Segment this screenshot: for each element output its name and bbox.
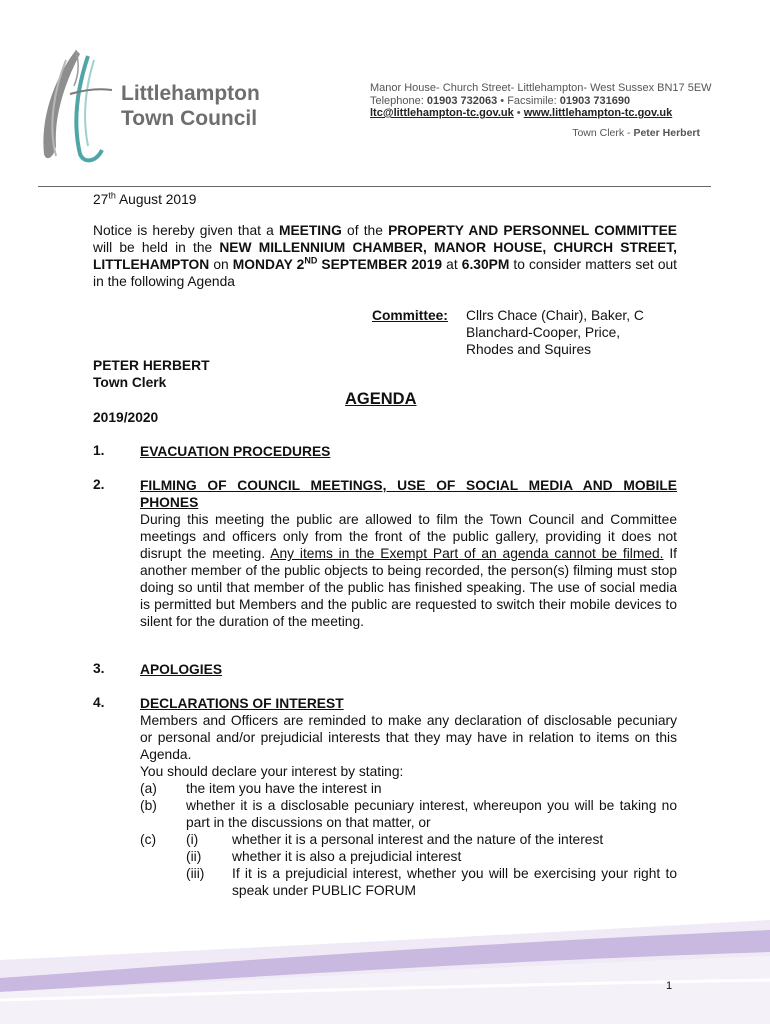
item-text-declarations: Members and Officers are reminded to make any declaration of disclosable pecuniary or personal and/or prejudicial interests that they may have in relation to items on this Agenda. bbox=[140, 713, 677, 762]
notice-text: at bbox=[442, 257, 462, 272]
telephone-label: Telephone: bbox=[370, 95, 427, 107]
notice-meeting: MEETING bbox=[278, 223, 342, 238]
meeting-month: SEPTEMBER 2019 bbox=[317, 257, 443, 272]
notice-paragraph bbox=[93, 222, 677, 290]
filming-exempt-note: Any items in the Exempt Part of an agenda cannot be filmed. bbox=[270, 546, 664, 561]
clerk-label: Town Clerk - bbox=[572, 127, 634, 139]
date-rest: August 2019 bbox=[115, 192, 197, 207]
header-divider bbox=[38, 186, 711, 187]
agenda-title: AGENDA bbox=[345, 390, 417, 408]
committee-members-line2: Blanchard-Cooper, Price, bbox=[466, 325, 621, 340]
item-heading-evacuation: EVACUATION PROCEDURES bbox=[140, 444, 331, 459]
date-suffix: th bbox=[108, 190, 116, 201]
list-label: (b) bbox=[140, 798, 157, 813]
notice-text: to consider matters set out in the following Agenda bbox=[93, 257, 677, 289]
contact-links bbox=[370, 107, 672, 120]
signoff-name: PETER HERBERT bbox=[93, 358, 210, 373]
notice-text: of the bbox=[341, 223, 389, 238]
email-link[interactable]: ltc@littlehampton-tc.gov.uk bbox=[370, 107, 514, 119]
declarations-intro: You should declare your interest by stating: bbox=[140, 764, 404, 779]
filming-text: During this meeting the public are allowed to film the Town Council and Committee meetings and officers only from the front of the public gallery, providing it does not disrupt the meeting. bbox=[140, 512, 677, 561]
sublist-item-i: whether it is a personal interest and the nature of the interest bbox=[232, 832, 604, 847]
telephone-number: 01903 732063 bbox=[426, 95, 498, 107]
list-item-a: the item you have the interest in bbox=[186, 781, 382, 796]
signoff-year: 2019/2020 bbox=[93, 410, 159, 425]
council-logo bbox=[36, 46, 116, 166]
council-name-line1: Littlehampton bbox=[121, 82, 260, 105]
sublist-label: (iii) bbox=[186, 866, 205, 881]
sublist-item-iii: If it is a prejudicial interest, whether you will be exercising your right to speak under PUBLIC FORUM bbox=[232, 866, 677, 898]
council-name-line2: Town Council bbox=[121, 107, 258, 130]
page-number: 1 bbox=[666, 980, 673, 992]
address-line: Manor House- Church Street- Littlehampton- West Sussex BN17 5EW bbox=[370, 82, 712, 94]
item-heading-apologies: APOLOGIES bbox=[140, 662, 223, 677]
item-heading-filming: FILMING OF COUNCIL MEETINGS, USE OF SOCIAL MEDIA AND MOBILE PHONES bbox=[140, 478, 677, 510]
committee-label: Committee: bbox=[372, 308, 448, 323]
link-separator: • bbox=[513, 107, 524, 119]
notice-date bbox=[93, 191, 196, 208]
meeting-day-suffix: ND bbox=[304, 255, 318, 266]
item-number: 1. bbox=[93, 443, 105, 458]
website-link[interactable]: www.littlehampton-tc.gov.uk bbox=[523, 107, 673, 119]
sublist-label: (i) bbox=[186, 832, 199, 847]
notice-text: Notice is hereby given that a bbox=[93, 223, 279, 238]
footer-wave bbox=[0, 900, 770, 1024]
notice-text: will be held in the bbox=[93, 240, 220, 255]
item-text-filming bbox=[140, 511, 677, 630]
notice-venue: NEW MILLENNIUM CHAMBER, MANOR HOUSE, CHURCH STREET, LITTLEHAMPTON bbox=[93, 240, 677, 272]
fax-number: 01903 731690 bbox=[559, 95, 631, 107]
town-clerk-line bbox=[370, 127, 700, 139]
notice-text: on bbox=[209, 257, 233, 272]
list-item-b: whether it is a disclosable pecuniary interest, whereupon you will be taking no part in the discussions on that matter, or bbox=[186, 798, 677, 830]
item-number: 2. bbox=[93, 477, 105, 492]
list-label: (a) bbox=[140, 781, 157, 796]
item-heading-declarations: DECLARATIONS OF INTEREST bbox=[140, 696, 344, 711]
meeting-day: MONDAY 2 bbox=[232, 257, 305, 272]
clerk-name: Peter Herbert bbox=[633, 127, 700, 139]
committee-members-line1: Cllrs Chace (Chair), Baker, C bbox=[466, 308, 644, 323]
item-number: 3. bbox=[93, 661, 105, 676]
fax-label: • Facsimile: bbox=[497, 95, 560, 107]
signoff-title: Town Clerk bbox=[93, 375, 167, 390]
date-day: 27 bbox=[93, 192, 109, 207]
notice-date-bold bbox=[233, 257, 442, 272]
meeting-time: 6.30PM bbox=[461, 257, 510, 272]
sublist-item-ii: whether it is also a prejudicial interest bbox=[232, 849, 462, 864]
sublist-label: (ii) bbox=[186, 849, 202, 864]
filming-text: If another member of the public objects to being recorded, the person(s) filming must stop doing so until that member of the public has finished speaking. The use of social media is permitted but Members and the public are requested to switch their mobile devices to silent for the duration of the meeting. bbox=[140, 546, 678, 629]
notice-committee: PROPERTY AND PERSONNEL COMMITTEE bbox=[388, 223, 677, 238]
item-number: 4. bbox=[93, 695, 105, 710]
committee-members-line3: Rhodes and Squires bbox=[466, 342, 592, 357]
list-label: (c) bbox=[140, 832, 157, 847]
